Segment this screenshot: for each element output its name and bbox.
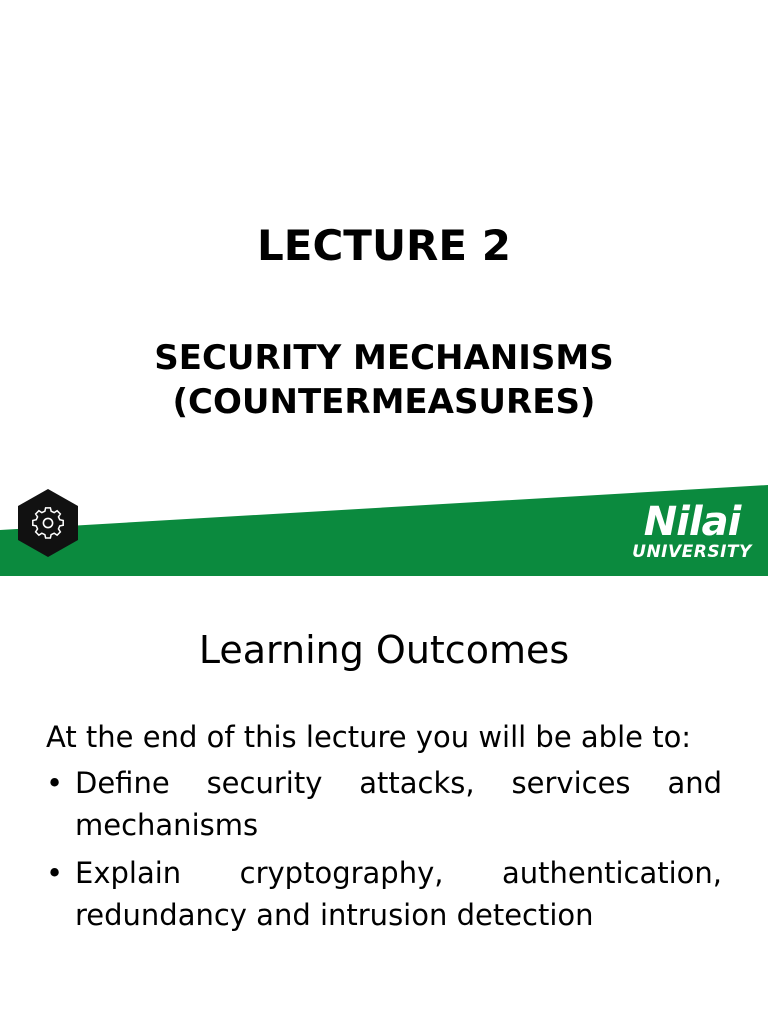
hexagon-shape [18, 489, 78, 557]
learning-outcomes-heading: Learning Outcomes [198, 628, 570, 672]
subtitle-line-1: SECURITY MECHANISMS [154, 338, 614, 378]
logo-subtitle: UNIVERSITY [632, 542, 752, 562]
bullet-icon: • [46, 856, 64, 890]
hexagon-badge [16, 488, 80, 558]
learning-outcomes-list [46, 762, 722, 942]
bullet-icon: • [46, 766, 64, 800]
list-item [46, 852, 722, 936]
outcome-text: Explain cryptography, authentication, redundancy and intrusion detection [75, 856, 722, 932]
logo-wordmark: Nilai [643, 499, 741, 545]
learning-outcomes-intro: At the end of this lecture you will be able to: [46, 720, 692, 754]
lecture-title: LECTURE 2 [257, 221, 511, 270]
subtitle-line-2: (COUNTERMEASURES) [172, 382, 596, 422]
lecture-subtitle [0, 336, 768, 424]
list-item [46, 762, 722, 846]
outcome-text: Define security attacks, services and mechanisms [75, 766, 722, 842]
nilai-university-logo [622, 500, 762, 572]
